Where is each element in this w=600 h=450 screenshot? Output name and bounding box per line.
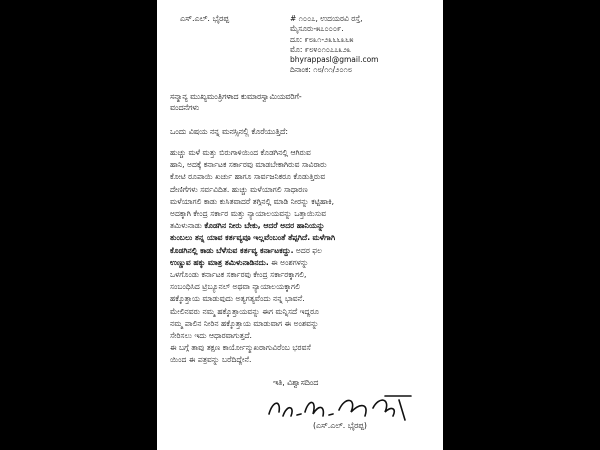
email-address: bhyrappasl@gmail.com (290, 55, 379, 65)
body-line: ತುಂಬಲು ತನ್ನ ಯಾವ ಕರ್ತವ್ಯವೂ ಇಲ್ಲವೆಂಬಂತೆ ತೆಪ್ಪಗಿದೆ. ಮಳೆಗಾಗಿ (170, 233, 336, 243)
body-line: ಕೋಟಿ ರೂಪಾಯಿ ಖರ್ಚು ಹಾಗೂ ಸಾರ್ವಜನಿಕರೂ ಕೊಡುತ್ತಿರುವ (170, 172, 326, 182)
sender-name: ಎಸ್.ಎಲ್. ಭೈರಪ್ಪ (180, 14, 230, 23)
address-line: # ೧೦೦೭, ಉದಯರವಿ ರಸ್ತೆ, (290, 14, 363, 23)
body-line: ಉಣ್ಣುವ ಹಕ್ಕು ಮಾತ್ರ ತಮಿಳುನಾಡಿನದು. ಈ ಅಂಶಗಳನ್ನು (170, 257, 309, 267)
mobile-line: ಮೊ: ೯೮೪೦೧೦೭೭೩೨೩ (290, 44, 352, 54)
body-line: ಅದಕ್ಕಾಗಿ ಕೇಂದ್ರ ಸರ್ಕಾರ ಮತ್ತು ನ್ಯಾಯಾಲಯವನ್ನು ಒತ್ತಾಯಿಸುವ (170, 209, 327, 219)
letter-body (170, 147, 436, 367)
address-line: ಮೈಸೂರು-೫೭೦೦೦೯. (290, 24, 344, 34)
closing-line: ಇತಿ, ವಿಶ್ವಾಸದಿಂದ (273, 378, 319, 387)
salutation-line: ವಂದನೆಗಳು (170, 103, 200, 112)
body-line: ಸಂಬಂಧಿಸಿದ ಟ್ರಿಬ್ಯೂನಲ್ ಅಥವಾ ನ್ಯಾಯಾಲಯಕ್ಕಾಗಲಿ (170, 282, 300, 292)
body-line: ಹಾನಿ, ಅದಕ್ಕೆ ಕರ್ನಾಟಕ ಸರ್ಕಾರವು ಮಾಡಬೇಕಾಗಿರುವ ಸಾವಿರಾರು (170, 160, 327, 170)
salutation-line: ಸನ್ಮಾನ್ಯ ಮುಖ್ಯಮಂತ್ರಿಗಳಾದ ಕುಮಾರಸ್ವಾಮಿಯವರಿಗೆ- (170, 92, 302, 101)
handwritten-signature (265, 390, 415, 424)
body-line: ದೇಣಿಗೆಗಳು ಸರ್ವವಿದಿತ. ಹುಚ್ಚು ಮಳೆಯಾಗಲಿ ಸಾಧಾರಣ (170, 184, 308, 194)
body-line: ಹಕ್ಕೊತ್ತಾಯ ಮಾಡುವುದು ಅತ್ಯಗತ್ಯವೆಂದು ನನ್ನ ಭಾವನೆ. (170, 294, 305, 304)
salutation (170, 91, 432, 113)
signer-name: (ಎಸ್.ಎಲ್. ಭೈರಪ್ಪ) (313, 421, 367, 430)
intro-line: ಒಂದು ವಿಷಯ ನನ್ನ ಮನಸ್ಸಿನಲ್ಲಿ ಕೊರೆಯುತ್ತಿದೆ: (170, 127, 288, 136)
body-line: ಮಳೆಯಾಗಲಿ ಕಾಡು ಕುಸಿತವಾದರೆ ತಗ್ಗಿನಲ್ಲಿ ಮಾಡಿ ನೀರನ್ನು ಕಟ್ಟಿಹಾಕಿ, (170, 196, 335, 206)
body-line: ಮೇಲಿನವರು ನಮ್ಮ ಹಕ್ಕೊತ್ತಾಯವನ್ನು ಈಗ ಮನ್ನಿಸದೆ ಇದ್ದರೂ (170, 306, 319, 316)
letter-date: ದಿನಾಂಕ: ೧೮/೧೧/೨೦೧೮ (290, 65, 352, 75)
body-line: ಸೇರಿಸಲು ಇದು ಆಧಾರವಾಗುತ್ತದೆ. (170, 331, 252, 341)
letter-page (157, 0, 443, 450)
body-line: ನಮ್ಮ ಪಾಲಿನ ನೀರಿನ ಹಕ್ಕೊತ್ತಾಯ ಮಾಡುವಾಗ ಈ ಅಂಶವನ್ನು (170, 318, 319, 328)
body-line: ಈ ಬಗ್ಗೆ ತಾವು ತಕ್ಷಣ ಕಾರ್ಯೋನ್ಮುಖರಾಗುವಿರೆಂಬ ಭರವಸೆ (170, 343, 311, 353)
body-line: ಒಳಗೊಂಡು ಕರ್ನಾಟಕ ಸರ್ಕಾರವು ಕೇಂದ್ರ ಸರ್ಕಾರಕ್ಕಾಗಲಿ, (170, 270, 307, 280)
body-line: ಯಿಂದ ಈ ಪತ್ರವನ್ನು ಬರೆದಿದ್ದೇನೆ. (170, 355, 252, 365)
phone-line: ದೂ: ೯೮೩೧-೨೩೬೬೩೬೫ (290, 34, 354, 44)
body-line: ಕೊಡಗಿನಲ್ಲಿ ಕಾಡು ಬೆಳೆಸುವ ಕರ್ತವ್ಯ ಕರ್ನಾಟಕದ್ದು. ಅದರ ಫಲ (170, 245, 323, 255)
body-line: ಹುಚ್ಚು ಮಳೆ ಮತ್ತು ಬಿರುಗಾಳಿಯಿಂದ ಕೊಡಗಿನಲ್ಲಿ ಆಗಿರುವ (170, 148, 311, 157)
sender-address-block (290, 14, 438, 76)
body-line: ತಮಿಳುನಾಡು ಕೊಡಗಿನ ನೀರು ಬೇಕು, ಆದರೆ ಅದರ ಹಾನಿಯನ್ನು (170, 221, 325, 231)
